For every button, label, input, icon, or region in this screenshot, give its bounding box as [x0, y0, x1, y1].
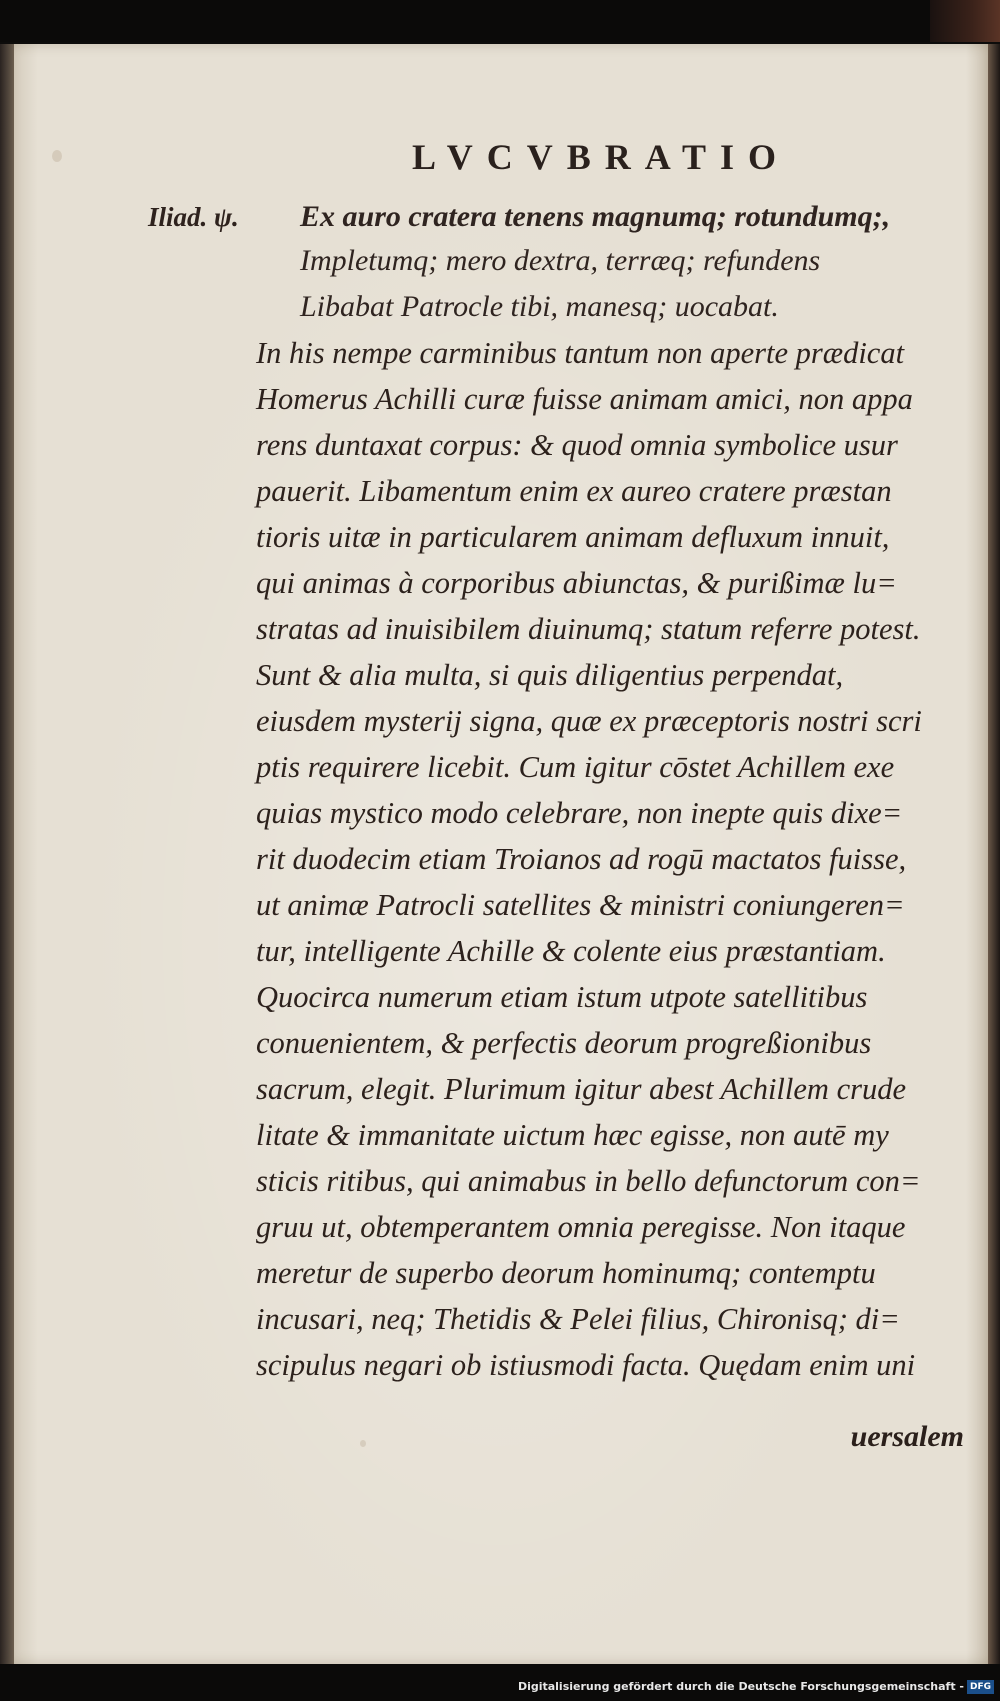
prose-line: ut animæ Patrocli satellites & ministri coniungeren= — [256, 888, 905, 922]
prose-line: eiusdem mysterij signa, quæ ex præceptoris nostri scri — [256, 704, 922, 738]
prose-line: sticis ritibus, qui animabus in bello defunctorum con= — [256, 1164, 921, 1198]
prose-line: pauerit. Libamentum enim ex aureo cratere præstan — [256, 474, 892, 508]
top-black-band — [0, 0, 1000, 42]
verse-line: Impletumq; mero dextra, terræq; refundens — [300, 244, 821, 277]
prose-line: sacrum, elegit. Plurimum igitur abest Achillem crude — [256, 1072, 907, 1106]
paper-spot — [52, 150, 62, 162]
prose-line: gruu ut, obtemperantem omnia peregisse. Non itaque — [256, 1210, 906, 1244]
catchword: uersalem — [850, 1420, 964, 1453]
prose-line: Homerus Achilli curæ fuisse animam amici, non appa — [256, 382, 913, 416]
digitization-credit: Digitalisierung gefördert durch die Deutsche Forschungsgemeinschaft - — [517, 1680, 964, 1693]
prose-line: Quocirca numerum etiam istum utpote satellitibus — [256, 980, 868, 1014]
prose-line: quias mystico modo celebrare, non inepte quis dixe= — [256, 796, 903, 830]
dfg-logo: DFG — [967, 1680, 994, 1694]
verse-line: Libabat Patrocle tibi, manesq; uocabat. — [300, 290, 779, 323]
prose-line: Sunt & alia multa, si quis diligentius perpendat, — [256, 658, 844, 692]
prose-line: rit duodecim etiam Troianos ad rogū mactatos fuisse, — [256, 842, 907, 876]
paper-spot — [360, 1440, 366, 1447]
prose-line: ptis requirere licebit. Cum igitur cōstet Achillem exe — [256, 750, 895, 784]
page-left-shadow — [0, 44, 14, 1664]
prose-line: stratas ad inuisibilem diuinumq; statum referre potest. — [256, 612, 921, 646]
prose-line: meretur de superbo deorum hominumq; contemptu — [256, 1256, 876, 1290]
prose-line: In his nempe carminibus tantum non aperte prædicat — [256, 336, 905, 370]
prose-line: qui animas à corporibus abiunctas, & purißimæ lu= — [256, 566, 897, 600]
prose-line: scipulus negari ob istiusmodi facta. Quędam enim uni — [256, 1348, 916, 1382]
prose-line: rens duntaxat corpus: & quod omnia symbolice usur — [256, 428, 898, 462]
prose-line: tur, intelligente Achille & colente eius præstantiam. — [256, 934, 886, 968]
prose-line: tioris uitæ in particularem animam defluxum innuit, — [256, 520, 890, 554]
margin-note: Iliad. ψ. — [148, 202, 239, 232]
running-title: LVCVBRATIO — [412, 137, 791, 177]
book-cover-corner — [930, 0, 1000, 42]
prose-line: litate & immanitate uictum hæc egisse, non autē my — [256, 1118, 889, 1152]
verse-line: Ex auro cratera tenens magnumq; rotundumq;, — [300, 200, 891, 233]
page-right-edge — [988, 44, 1000, 1664]
prose-line: conuenientem, & perfectis deorum progreßionibus — [256, 1026, 872, 1060]
prose-line: incusari, neq; Thetidis & Pelei filius, Chironisq; di= — [256, 1302, 900, 1336]
